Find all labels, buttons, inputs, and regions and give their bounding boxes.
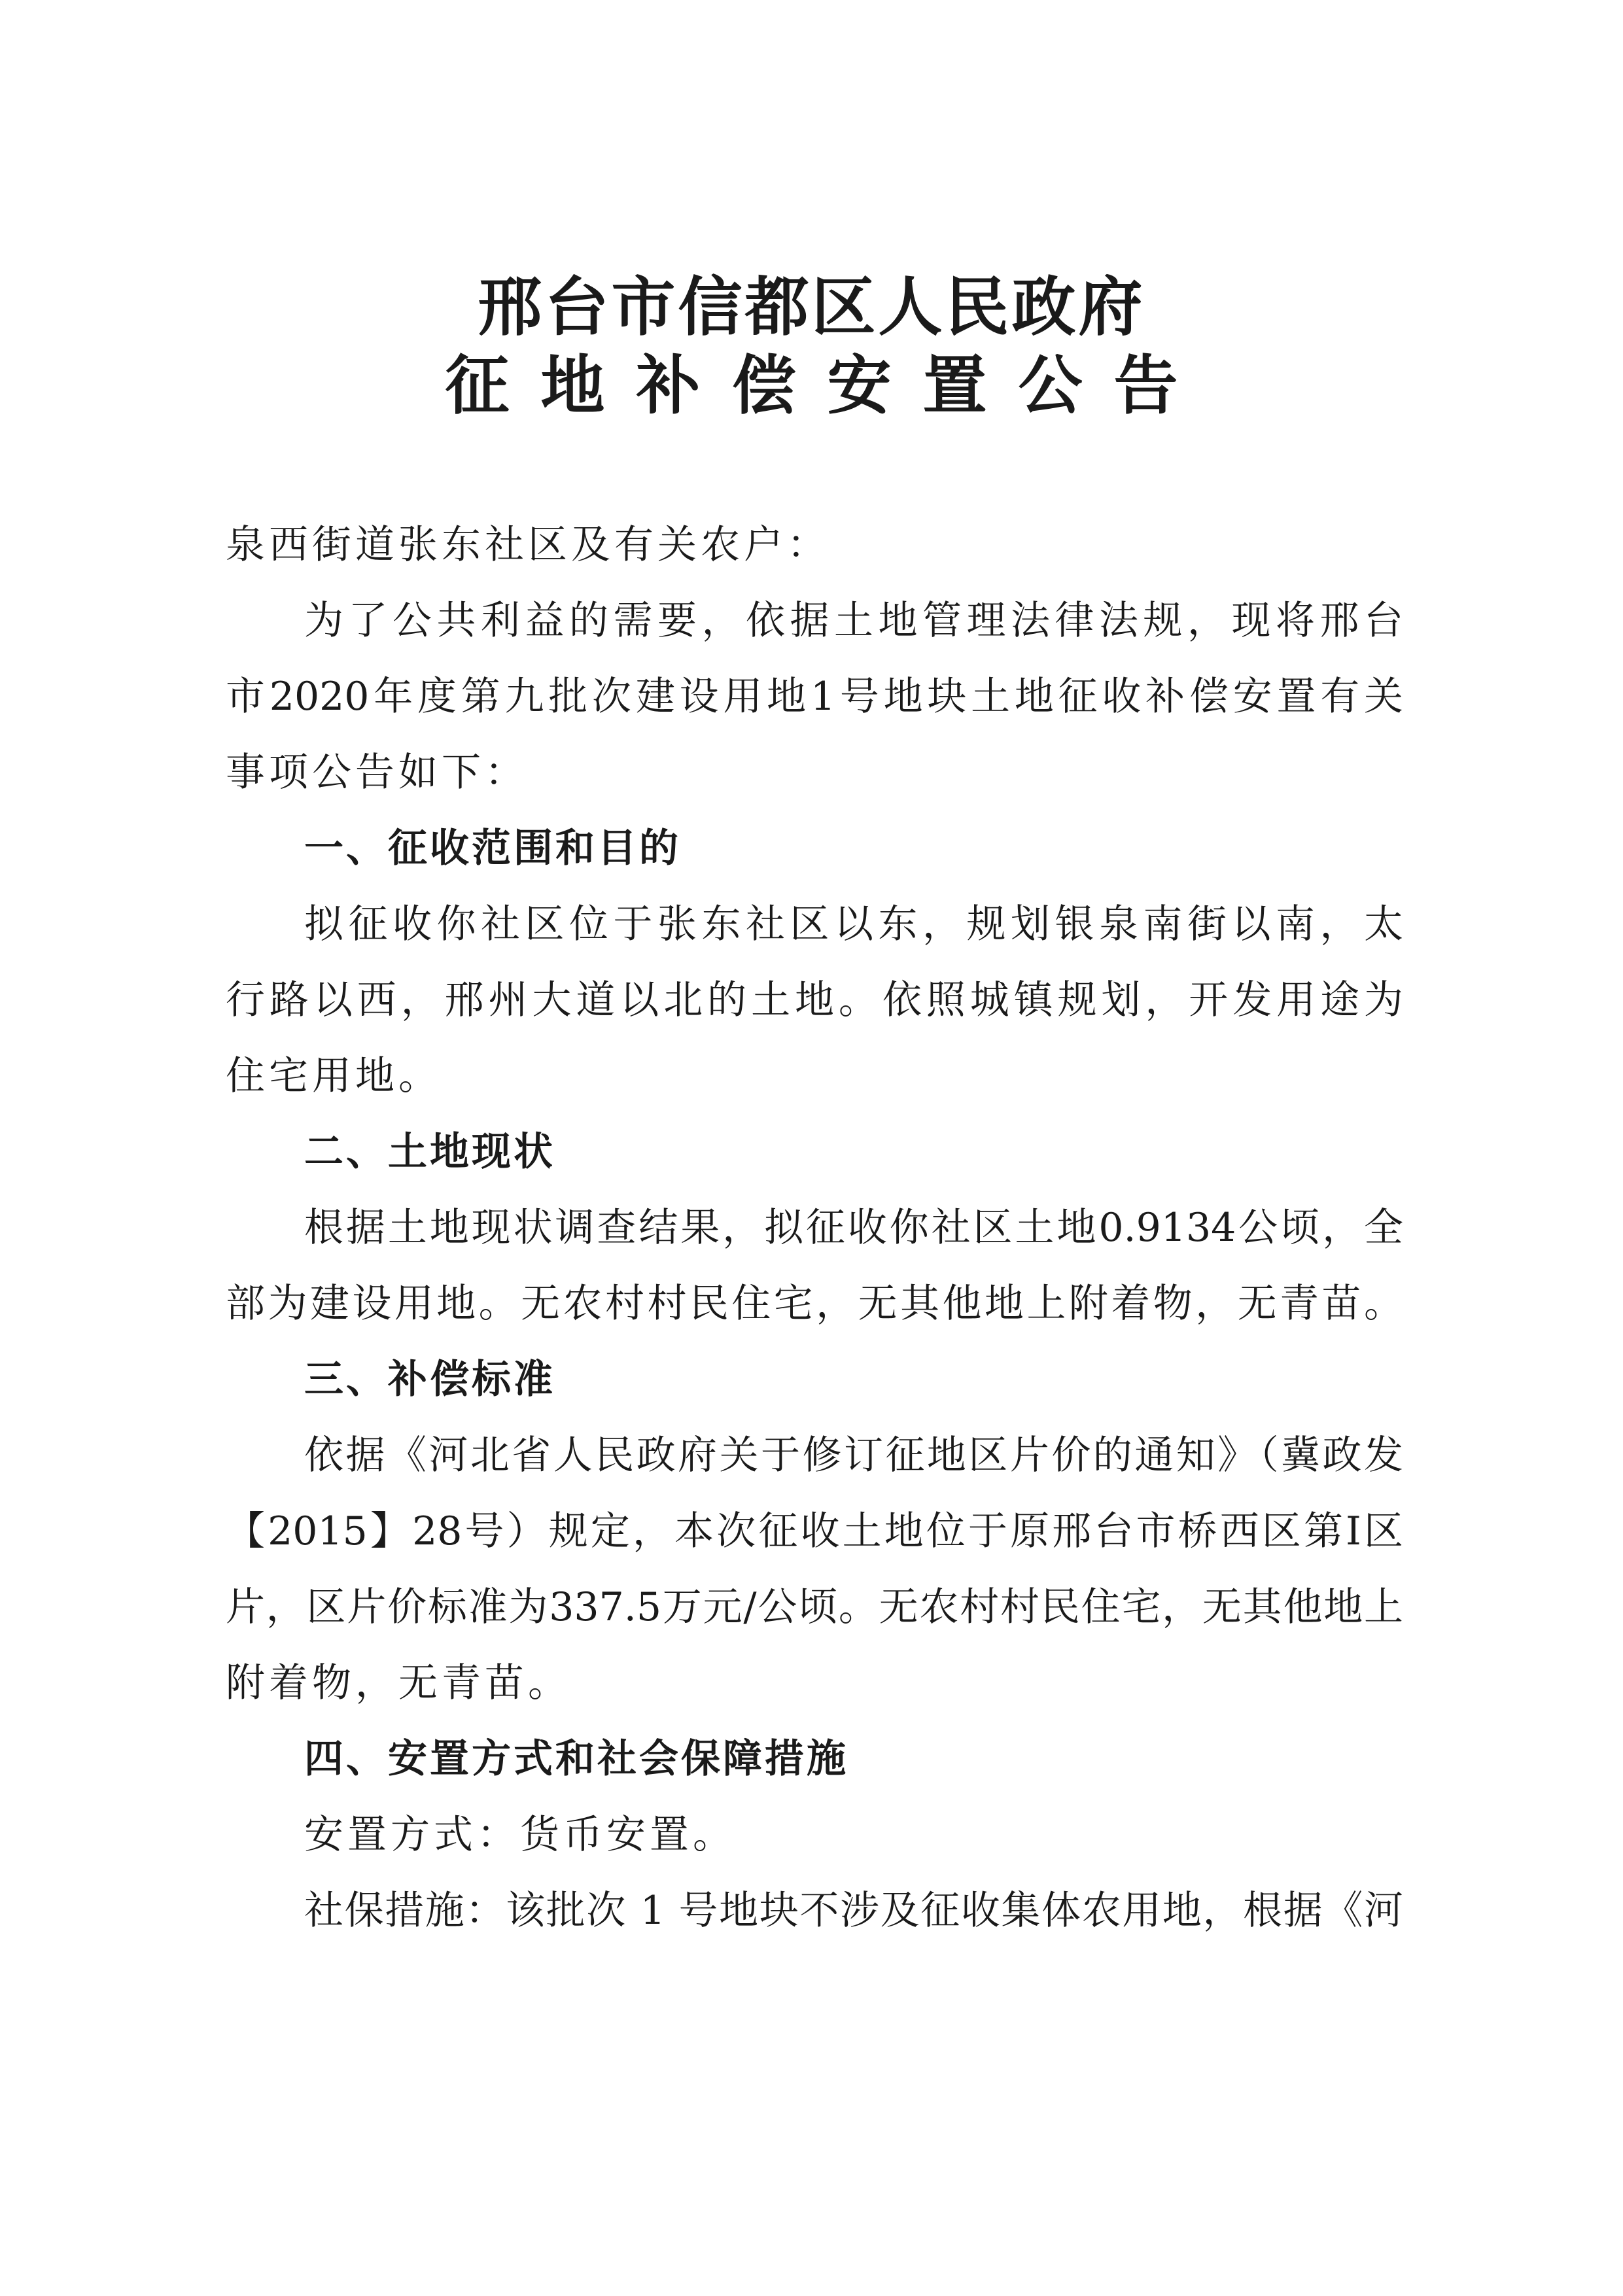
section-heading-1: 一、征收范围和目的 (304, 826, 681, 871)
paragraph-line: 社保措施：该批次 1 号地块不涉及征收集体农用地，根据《河 (304, 1888, 1403, 1934)
paragraph-line: 【2015】28号）规定，本次征收土地位于原邢台市桥西区第Ⅰ区 (226, 1508, 1403, 1554)
paragraph-line: 部为建设用地。无农村村民住宅，无其他地上附着物，无青苗。 (226, 1281, 1403, 1327)
salutation: 泉西街道张东社区及有关农户： (226, 522, 830, 568)
intro-line: 事项公告如下： (226, 750, 528, 795)
document-title-line-2: 征地补偿安置公告 (445, 349, 1210, 423)
section-heading-4: 四、安置方式和社会保障措施 (304, 1736, 848, 1782)
paragraph-line: 安置方式：货币安置。 (304, 1812, 736, 1858)
paragraph-line: 拟征收你社区位于张东社区以东，规划银泉南街以南，太 (304, 901, 1403, 947)
paragraph-line: 附着物，无青苗。 (226, 1660, 571, 1706)
intro-line: 为了公共利益的需要，依据土地管理法律法规，现将邢台 (304, 598, 1403, 644)
paragraph-line: 根据土地现状调查结果，拟征收你社区土地0.9134公顷，全 (304, 1205, 1403, 1251)
section-heading-3: 三、补偿标准 (304, 1357, 555, 1402)
paragraph-line: 依据《河北省人民政府关于修订征地区片价的通知》（冀政发 (304, 1433, 1403, 1478)
paragraph-line: 住宅用地。 (226, 1053, 442, 1099)
document-title-line-1: 邢台市信都区人民政府 (478, 270, 1145, 345)
paragraph-line: 片，区片价标准为337.5万元/公顷。无农村村民住宅，无其他地上 (226, 1584, 1403, 1630)
document-body (226, 507, 1403, 1949)
intro-line: 市2020年度第九批次建设用地1号地块土地征收补偿安置有关 (226, 674, 1403, 720)
paragraph-line: 行路以西，邢州大道以北的土地。依照城镇规划，开发用途为 (226, 977, 1403, 1023)
section-heading-2: 二、土地现状 (304, 1129, 555, 1175)
